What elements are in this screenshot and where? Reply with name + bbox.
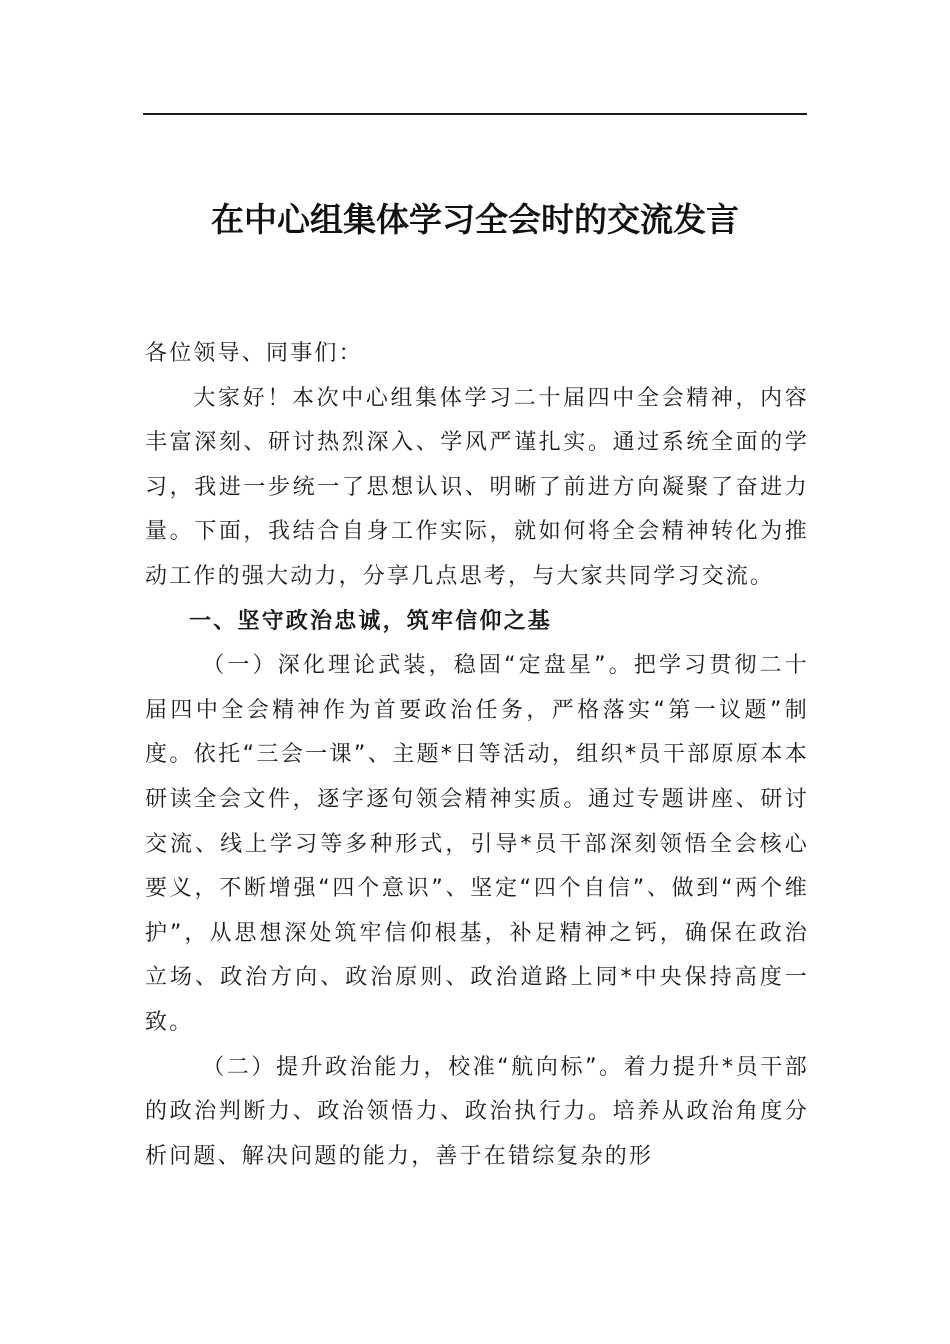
greeting: 各位领导、同事们： xyxy=(145,341,363,366)
header-rule xyxy=(143,113,807,115)
section-paragraph: （一）深化理论武装，稳固“定盘星”。把学习贯彻二十届四中全会精神作为首要政治任务，严格落实“第一议题”制度。依托“三会一课”、主题*日等活动，组织*员干部原原本本研读全会文件，逐字逐句领会精神实质。通过专题讲座、研讨交流、线上学习等多种形式，引导*员干部深刻领悟全会核心要义，不断增强“四个意识”、坚定“四个自信”、做到“两个维护”，从思想深处筑牢信仰根基，补足精神之钙，确保在政治立场、政治方向、政治原则、政治道路上同*中央保持高度一致。 xyxy=(145,653,809,1035)
intro-paragraph: 大家好！本次中心组集体学习二十届四中全会精神，内容丰富深刻、研讨热烈深入、学风严谨扎实。通过系统全面的学习，我进一步统一了思想认识、明晰了前进方向凝聚了奋进力量。下面，我结合自身工作实际，就如何将全会精神转化为推动工作的强大动力，分享几点思考，与大家共同学习交流。 xyxy=(145,385,809,589)
document-title: 在中心组集体学习全会时的交流发言 xyxy=(211,200,739,239)
document-body xyxy=(145,332,809,1179)
section-paragraph: （二）提升政治能力，校准“航向标”。着力提升*员干部的政治判断力、政治领悟力、政治执行力。培养从政治角度分析问题、解决问题的能力，善于在错综复杂的形 xyxy=(145,1054,809,1169)
section-heading: 一、坚守政治忠诚，筑牢信仰之基 xyxy=(189,608,553,634)
